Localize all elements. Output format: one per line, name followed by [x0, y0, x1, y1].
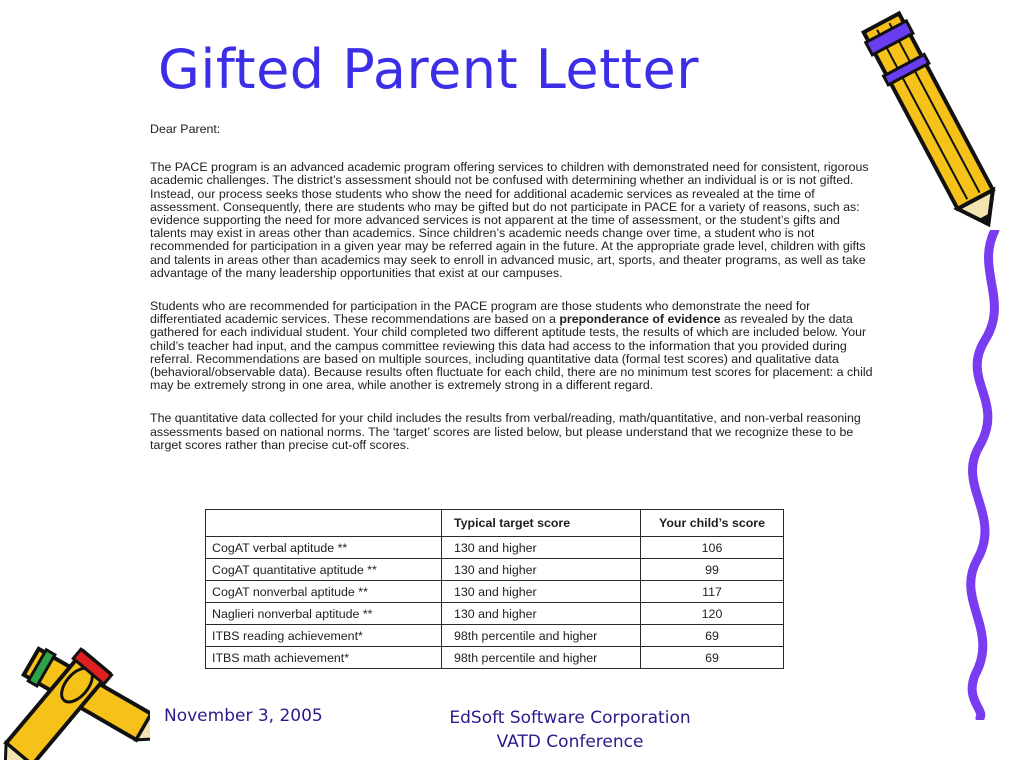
footer-org-line-1: EdSoft Software Corporation	[449, 708, 691, 728]
letter-paragraph-1: The PACE program is an advanced academic program offering services to children with demonstrated need for consistent, rigorous academic challenges. The district’s assessment should not be confused with determining whether an individual is or is not gifted. Instead, our process seeks those students who show the need for additional academic services as revealed at the time of assessment. Consequently, there are students who may be gifted but do not participate in PACE for a variety of reasons, such as: evidence supporting the need for more advanced services is not apparent at the time of assessment, or the student’s gifts and talents may exist in areas other than academics. Since children’s academic needs change over time, a student who is not recommended for participation in a given year may be referred again in the future. At the appropriate grade level, children with gifts and talents in areas other than academics may seek to enroll in advanced music, art, sports, and theater programs, as well as take advantage of the many leadership opportunities that exist at our campuses.	[150, 160, 869, 280]
letter-paragraph-3: The quantitative data collected for your child includes the results from verbal/reading, math/quantitative, and non-verbal reasoning assessments based on national norms. The ‘target’ scores are listed below, but please understand that we recognize these to be target scores rather than precise cut-off scores.	[150, 411, 861, 452]
table-cell-test: CogAT quantitative aptitude **	[206, 559, 442, 581]
letter-salutation: Dear Parent:	[150, 122, 221, 136]
footer-date: November 3, 2005	[164, 706, 323, 726]
table-cell-test: ITBS math achievement*	[206, 647, 442, 669]
table-cell-target: 130 and higher	[442, 559, 641, 581]
table-cell-test: ITBS reading achievement*	[206, 625, 442, 647]
slide-title: Gifted Parent Letter	[158, 38, 699, 101]
table-cell-target: 130 and higher	[442, 581, 641, 603]
table-cell-score: 99	[641, 559, 784, 581]
table-cell-score: 69	[641, 625, 784, 647]
paragraph-2-text-a: Students who are recommended for participation in the PACE program are those students who demonstrate the need for differentiated academic services. These recommendations are based on a	[150, 299, 811, 327]
table-cell-score: 69	[641, 647, 784, 669]
table-row	[206, 537, 784, 559]
table-header-row	[206, 510, 784, 537]
table-row	[206, 559, 784, 581]
pencil-icon	[858, 0, 1008, 245]
pencils-icon	[0, 620, 150, 760]
table-cell-target: 98th percentile and higher	[442, 647, 641, 669]
table-row	[206, 603, 784, 625]
table-row	[206, 625, 784, 647]
table-cell-score: 106	[641, 537, 784, 559]
scores-table	[205, 509, 784, 669]
table-header-cell	[206, 510, 442, 537]
table-cell-target: 130 and higher	[442, 603, 641, 625]
table-cell-test: CogAT nonverbal aptitude **	[206, 581, 442, 603]
footer-org-line-2: VATD Conference	[496, 732, 644, 752]
table-cell-test: CogAT verbal aptitude **	[206, 537, 442, 559]
table-cell-target: 130 and higher	[442, 537, 641, 559]
letter-paragraph-2	[150, 300, 875, 392]
table-cell-score: 120	[641, 603, 784, 625]
paragraph-2-text-b: as revealed by the data gathered for each individual student. Your child completed two different aptitude tests, the results of which are included below. Your child’s teacher had input, and the campus committee reviewing this data had access to the information that you provided during referral. Recommendations are based on multiple sources, including quantitative data (formal test scores) and qualitative data (behavioral/observable data). Because results often fluctuate for each child, there are no minimum test scores for placement: a child may be extremely strong in one area, while another is extremely strong in a different regard.	[150, 312, 873, 393]
table-row	[206, 647, 784, 669]
squiggle-decoration-icon	[955, 230, 1015, 720]
table-row	[206, 581, 784, 603]
letter-body	[150, 123, 875, 472]
table-header-cell: Typical target score	[442, 510, 641, 537]
table-cell-test: Naglieri nonverbal aptitude **	[206, 603, 442, 625]
table-cell-score: 117	[641, 581, 784, 603]
table-header-cell: Your child’s score	[641, 510, 784, 537]
table-cell-target: 98th percentile and higher	[442, 625, 641, 647]
footer-organization	[420, 706, 720, 754]
paragraph-2-emphasis: preponderance of evidence	[559, 312, 721, 327]
